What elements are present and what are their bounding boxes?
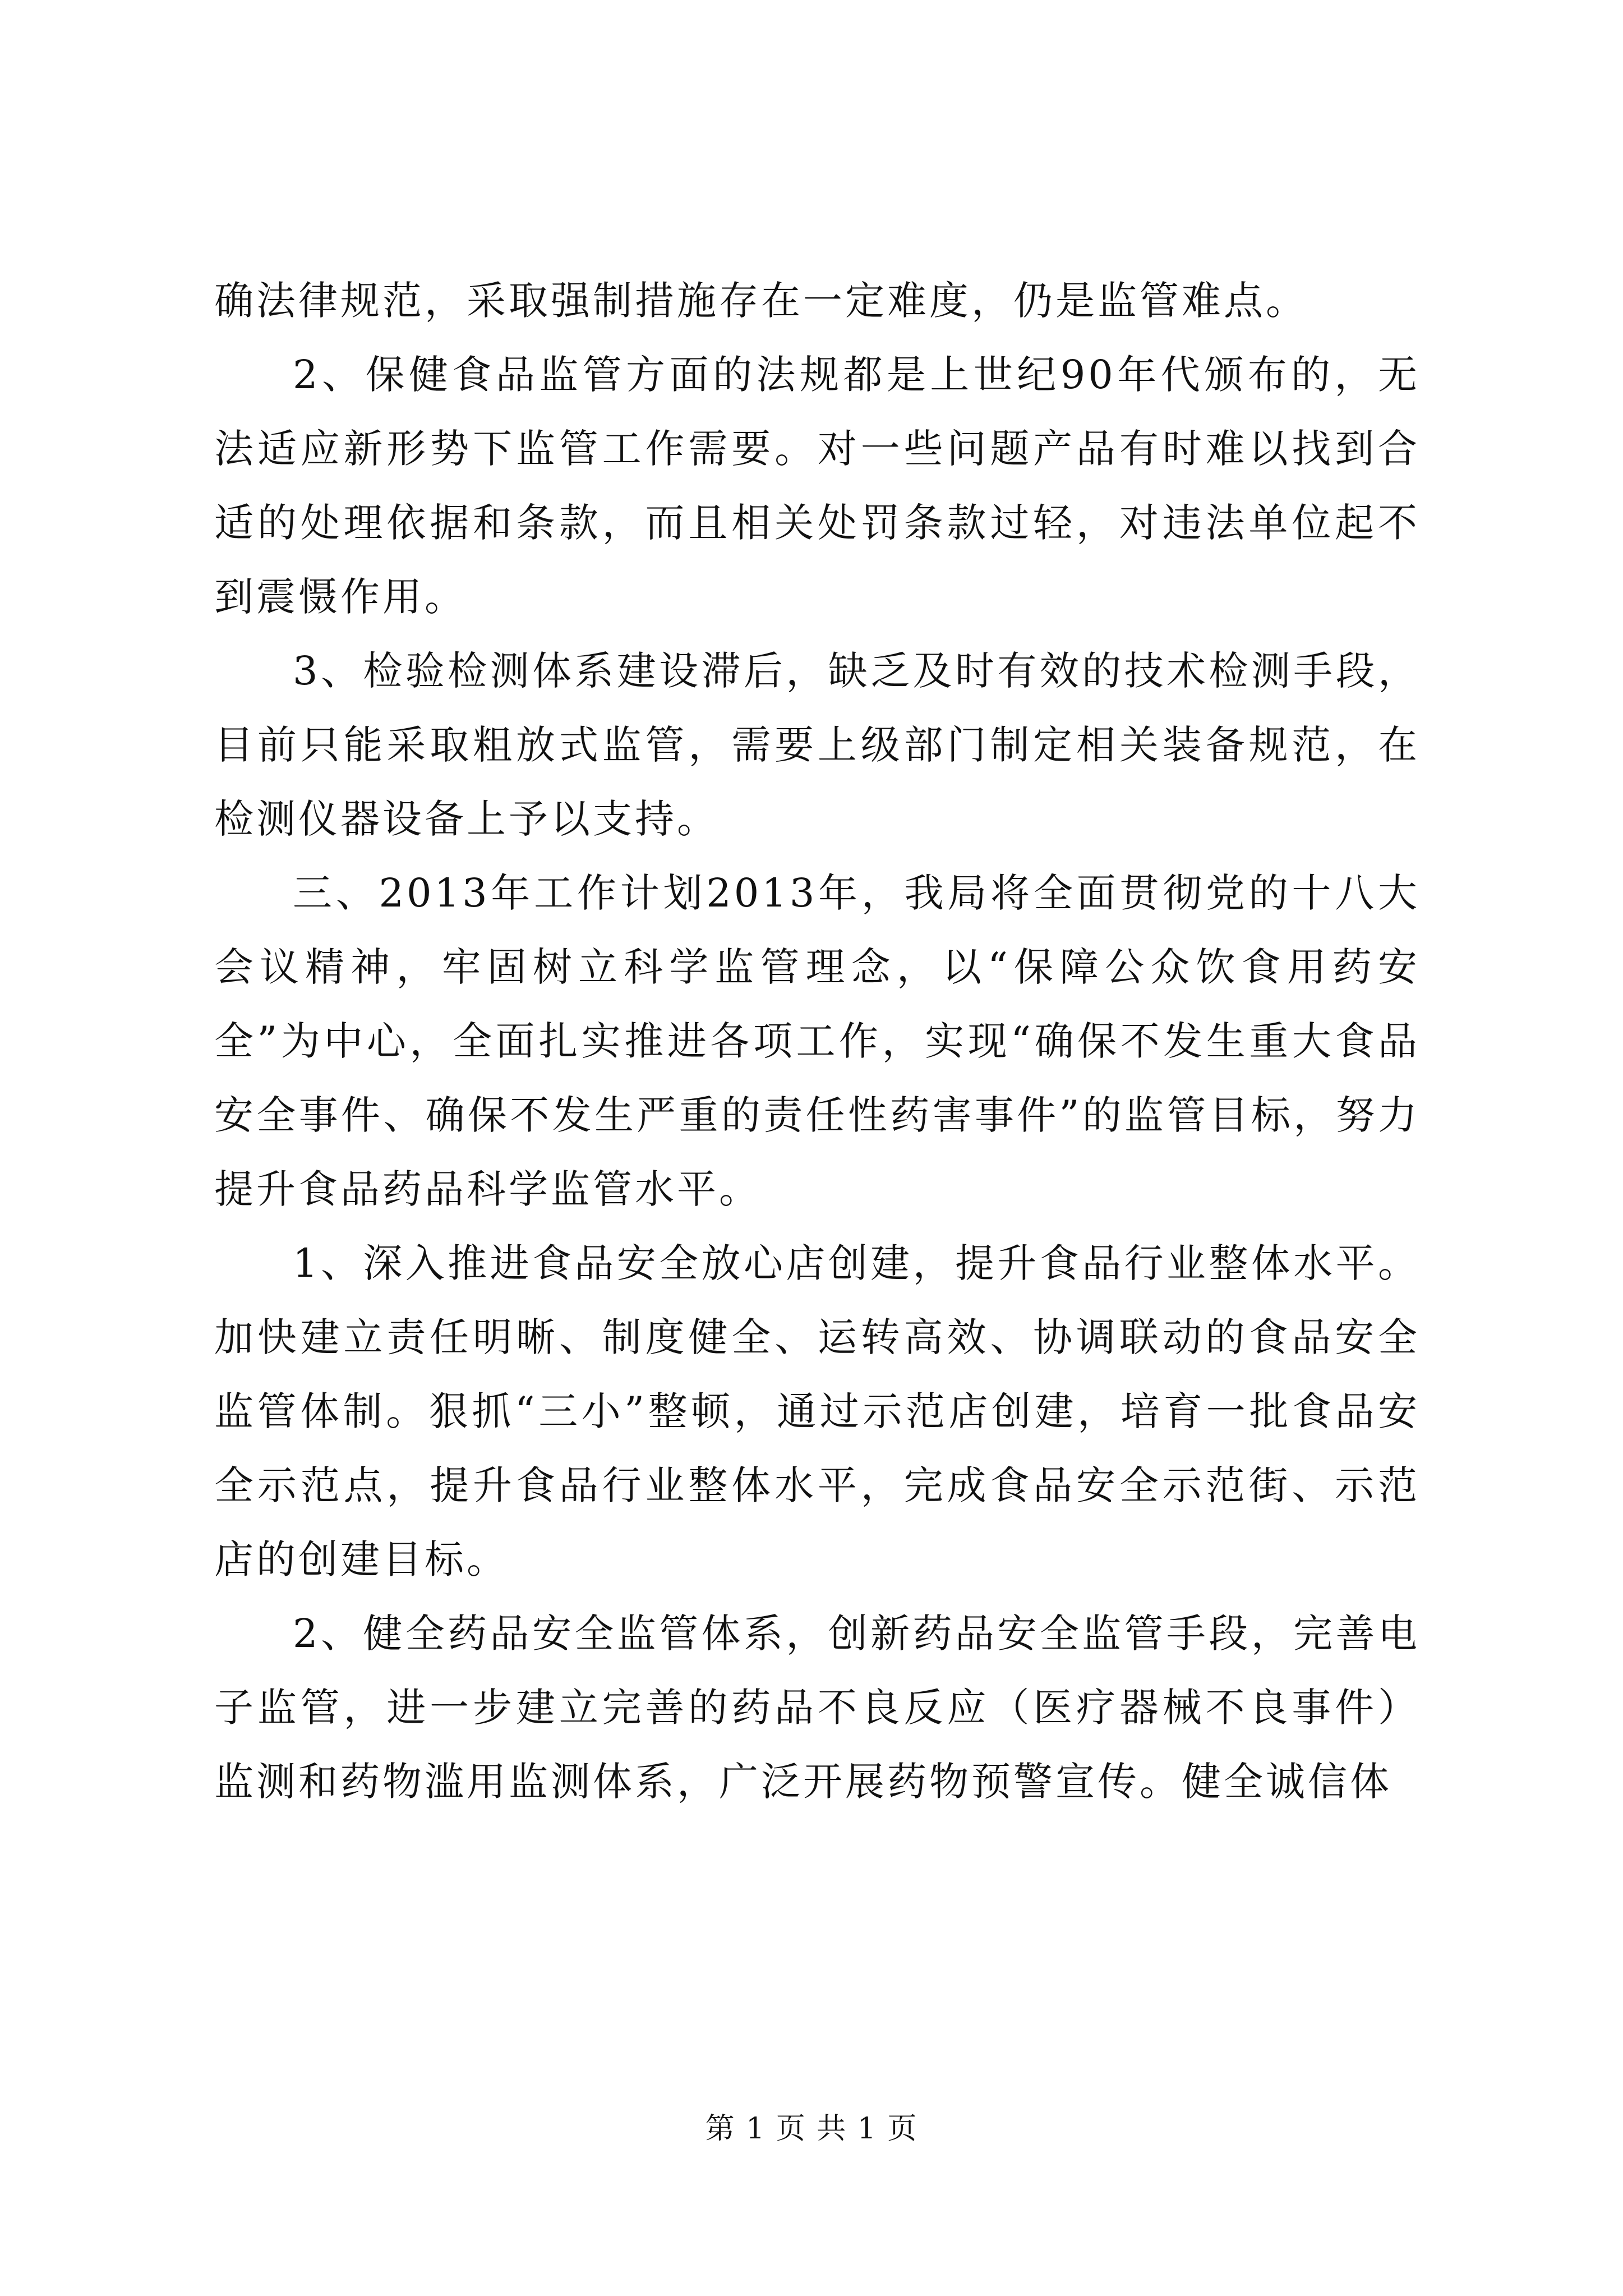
- paragraph-plan-item-1: 1、深入推进食品安全放心店创建，提升食品行业整体水平。加快建立责任明晰、制度健全、运转高效、协调联动的食品安全监管体制。狠抓“三小”整顿，通过示范店创建，培育一批食品安全示范点，提升食品行业整体水平，完成食品安全示范街、示范店的创建目标。: [214, 1240, 1420, 1582]
- paragraph-item-3-testing: 3、检验检测体系建设滞后，缺乏及时有效的技术检测手段，目前只能采取粗放式监管，需要上级部门制定相关装备规范，在检测仪器设备上予以支持。: [214, 648, 1420, 842]
- paragraph-section-3-plan: 三、2013年工作计划2013年，我局将全面贯彻党的十八大会议精神，牢固树立科学监管理念，以“保障公众饮食用药安全”为中心，全面扎实推进各项工作，实现“确保不发生重大食品安全事件、确保不发生严重的责任性药害事件”的监管目标，努力提升食品药品科学监管水平。: [214, 870, 1420, 1212]
- body-text: [214, 264, 1420, 1819]
- paragraph-plan-item-2: 2、健全药品安全监管体系，创新药品安全监管手段，完善电子监管，进一步建立完善的药品不良反应（医疗器械不良事件）监测和药物滥用监测体系，广泛开展药物预警宣传。健全诚信体: [214, 1611, 1420, 1805]
- paragraph-continuation: 确法律规范，采取强制措施存在一定难度，仍是监管难点。: [214, 278, 1308, 324]
- paragraph-item-2-health-food: 2、保健食品监管方面的法规都是上世纪90年代颁布的，无法适应新形势下监管工作需要。对一些问题产品有时难以找到合适的处理依据和条款，而且相关处罚条款过轻，对违法单位起不到震慑作用。: [214, 352, 1420, 620]
- page-footer: 第 1 页 共 1 页: [705, 2112, 918, 2146]
